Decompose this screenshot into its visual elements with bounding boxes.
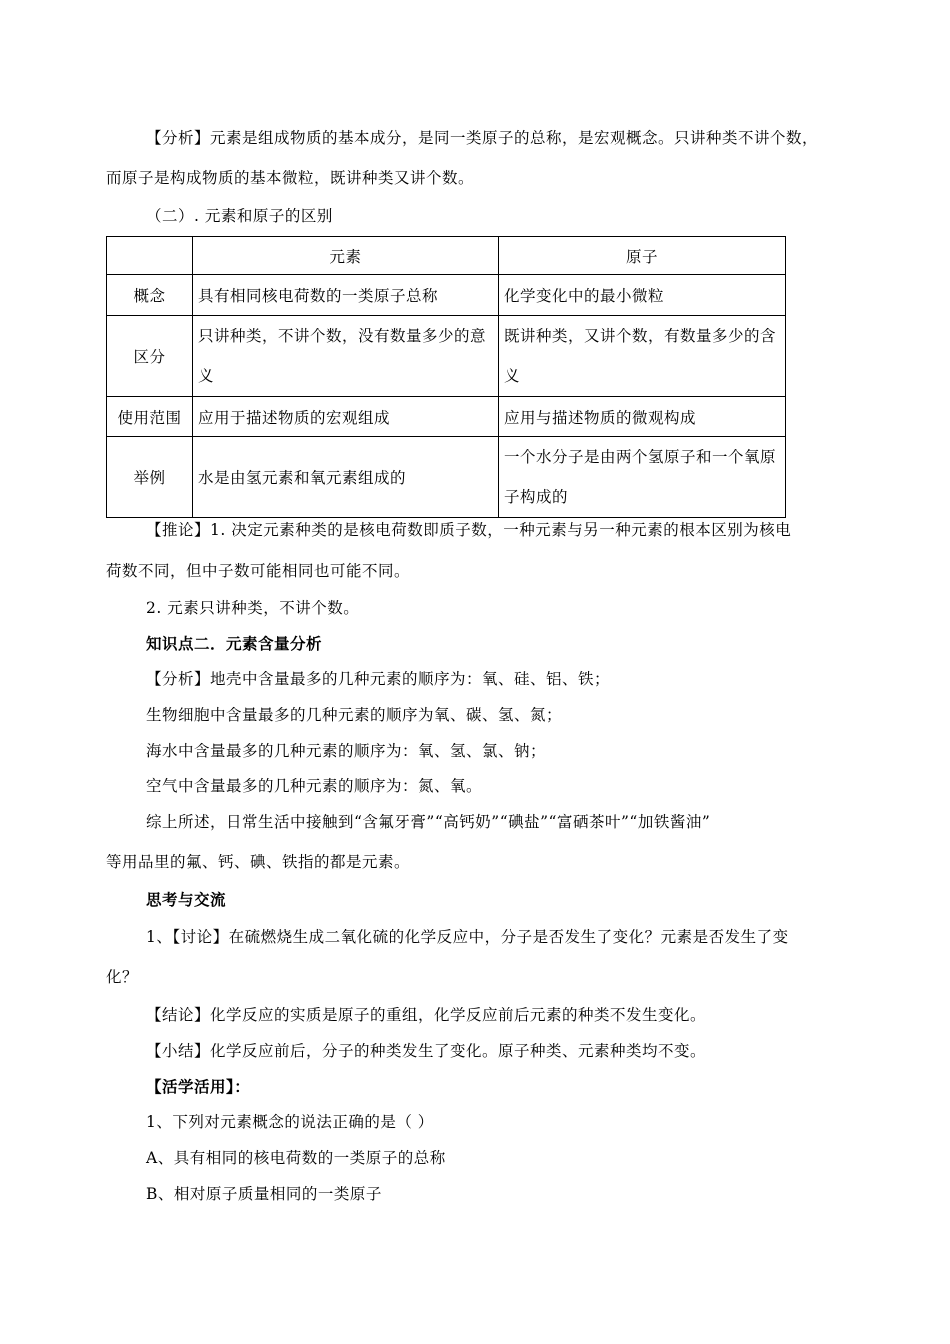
cell-text: 只讲种类，不讲个数，没有数量多少的意义 bbox=[198, 327, 487, 385]
knowledge-point-heading: 知识点二．元素含量分析 bbox=[146, 634, 323, 653]
element-cell: 应用于描述物质的宏观组成 bbox=[193, 397, 499, 437]
atom-cell bbox=[499, 437, 786, 518]
analysis-paragraph-line1: 【分析】元素是组成物质的基本成分，是同一类原子的总称，是宏观概念。只讲种类不讲个数， bbox=[146, 129, 819, 147]
conclusion: 【结论】化学反应的实质是原子的重组，化学反应前后元素的种类不发生变化。 bbox=[146, 1006, 707, 1024]
cell-content: 生物细胞中含量最多的几种元素的顺序为氧、碳、氢、氮； bbox=[146, 706, 563, 724]
analysis-paragraph-line2: 而原子是构成物质的基本微粒，既讲种类又讲个数。 bbox=[106, 169, 475, 187]
discussion-line1: 1、【讨论】在硫燃烧生成二氧化硫的化学反应中，分子是否发生了变化？元素是否发生了变 bbox=[146, 928, 789, 946]
inference-point2: 2. 元素只讲种类，不讲个数。 bbox=[146, 599, 360, 617]
option-a: A、具有相同的核电荷数的一类原子的总称 bbox=[146, 1149, 446, 1167]
table-row bbox=[107, 397, 786, 437]
brief-summary: 【小结】化学反应前后，分子的种类发生了变化。原子种类、元素种类均不变。 bbox=[146, 1042, 707, 1060]
summary-line2: 等用品里的氟、钙、碘、铁指的都是元素。 bbox=[106, 853, 411, 871]
inference-line1: 【推论】1. 决定元素种类的是核电荷数即质子数，一种元素与另一种元素的根本区别为核电 bbox=[146, 521, 792, 539]
question-1: 1、下列对元素概念的说法正确的是（ ） bbox=[146, 1113, 434, 1131]
table-header-cell bbox=[107, 237, 193, 275]
cell-text: 一个水分子是由两个氢原子和一个氧原子构成的 bbox=[504, 448, 777, 506]
atom-cell bbox=[499, 316, 786, 397]
option-b: B、相对原子质量相同的一类原子 bbox=[146, 1185, 382, 1203]
table-header-row bbox=[107, 237, 786, 275]
atom-cell: 应用与描述物质的微观构成 bbox=[499, 397, 786, 437]
element-cell bbox=[193, 316, 499, 397]
discussion-line2: 化？ bbox=[106, 968, 139, 986]
cell-text: 既讲种类，又讲个数，有数量多少的含义 bbox=[504, 327, 777, 385]
table-row bbox=[107, 437, 786, 518]
table-row bbox=[107, 275, 786, 316]
element-cell: 具有相同核电荷数的一类原子总称 bbox=[193, 275, 499, 316]
section-heading: （二）. 元素和原子的区别 bbox=[146, 207, 333, 225]
comparison-table bbox=[106, 236, 786, 518]
table-header-cell: 元素 bbox=[193, 237, 499, 275]
think-heading: 思考与交流 bbox=[146, 890, 227, 909]
table-row bbox=[107, 316, 786, 397]
crust-content: 【分析】地壳中含量最多的几种元素的顺序为：氧、硅、铝、铁； bbox=[146, 670, 611, 688]
row-label: 举例 bbox=[107, 437, 193, 518]
table-header-cell: 原子 bbox=[499, 237, 786, 275]
sea-content: 海水中含量最多的几种元素的顺序为：氧、氢、氯、钠； bbox=[146, 742, 547, 760]
row-label: 使用范围 bbox=[107, 397, 193, 437]
practice-heading: 【活学活用】： bbox=[146, 1077, 251, 1096]
inference-line2: 荷数不同，但中子数可能相同也可能不同。 bbox=[106, 562, 411, 580]
air-content: 空气中含量最多的几种元素的顺序为：氮、氧。 bbox=[146, 777, 483, 795]
summary-line1: 综上所述，日常生活中接触到“含氟牙膏”“高钙奶”“碘盐”“富硒茶叶”“加铁酱油” bbox=[146, 813, 711, 831]
element-cell: 水是由氢元素和氧元素组成的 bbox=[193, 437, 499, 518]
row-label: 区分 bbox=[107, 316, 193, 397]
row-label: 概念 bbox=[107, 275, 193, 316]
atom-cell: 化学变化中的最小微粒 bbox=[499, 275, 786, 316]
